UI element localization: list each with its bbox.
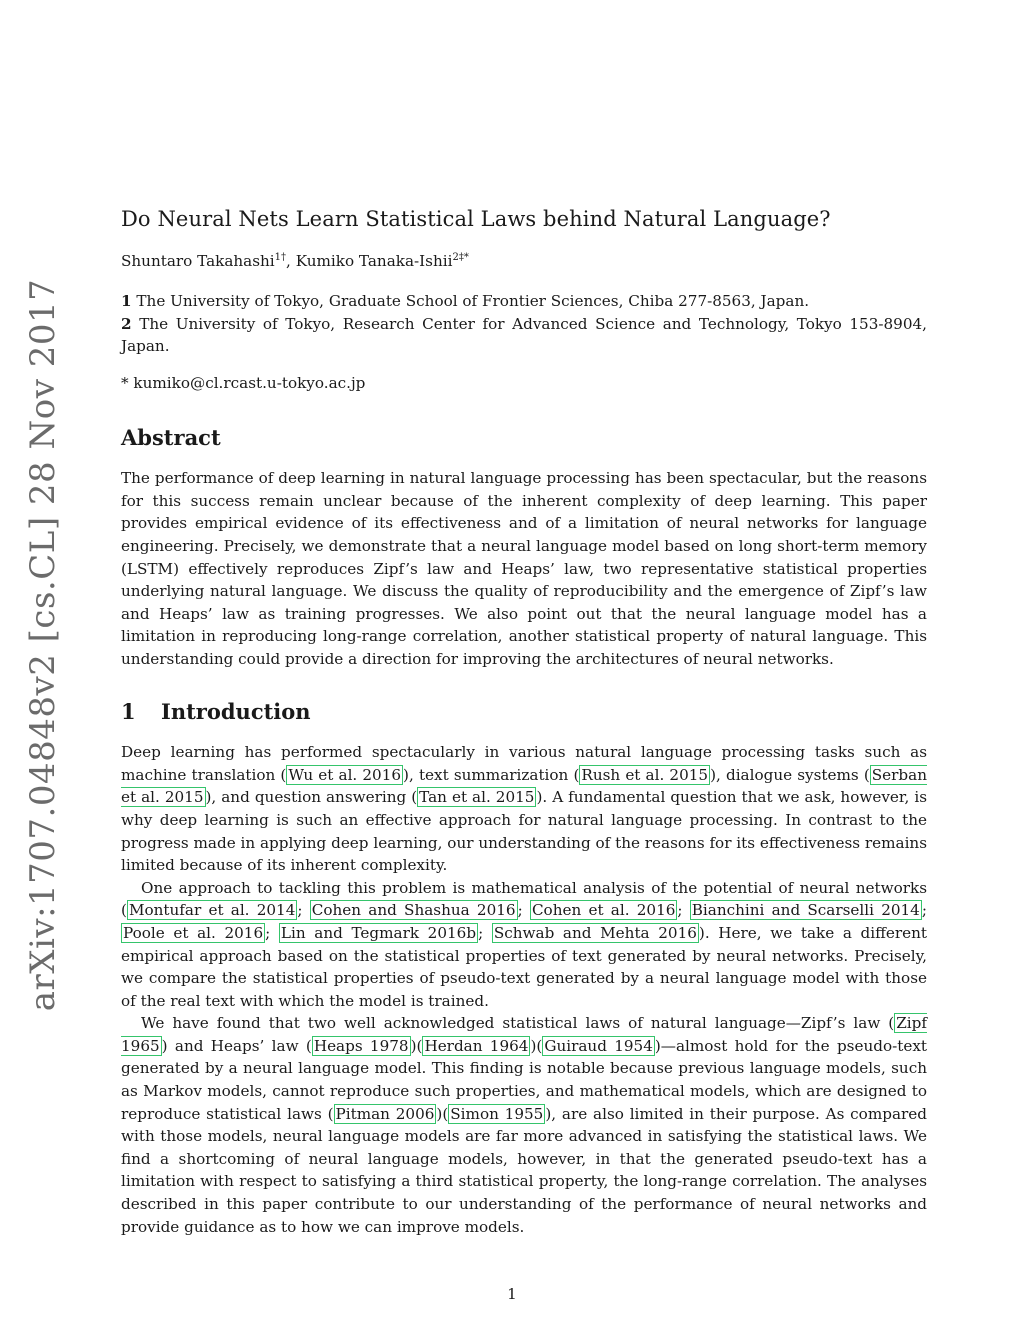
paragraph-text: ; (297, 901, 310, 920)
citation-link[interactable]: Zipf 1965 (121, 1014, 927, 1055)
citation-link[interactable]: Poole et al. 2016 (123, 923, 264, 942)
citation-link[interactable]: Serban et al. 2015 (121, 765, 927, 807)
paragraph-text: ). A fundamental question that we ask, however, is why deep learning is such an effective approach for natural language processing. In contrast to the progress made in applying deep learning, our understanding of the reasons for its effectiveness remains limited because of its inherent complexity. (121, 788, 927, 875)
affiliation-number: 1 (121, 292, 132, 311)
paragraph-text: ), dialogue systems ( (710, 765, 870, 784)
paragraph-text: One approach to tackling this problem is mathematical analysis of the potential of neural networks ( (121, 878, 927, 920)
intro-paragraph (121, 1012, 927, 1238)
paragraph-text: ; (517, 901, 530, 920)
citation-link[interactable]: Wu et al. 2016 (288, 765, 402, 784)
citation-link[interactable]: Pitman 2006 (335, 1104, 435, 1123)
citation-link[interactable]: Rush et al. 2015 (581, 765, 709, 784)
author-list (121, 247, 927, 273)
citation-link[interactable]: Guiraud 1954 (544, 1036, 653, 1055)
citation-link[interactable]: Cohen et al. 2016 (531, 901, 676, 920)
paragraph-text: Deep learning has performed spectacularly in various natural language processing tasks such as machine translation ( (121, 743, 927, 784)
affiliation-text: The University of Tokyo, Research Center for Advanced Science and Technology, Tokyo 153-8904, Japan. (121, 314, 927, 356)
author-name: Shuntaro Takahashi (121, 251, 275, 270)
author-separator: , (286, 251, 296, 270)
paragraph-text: )( (530, 1036, 543, 1055)
paper-title: Do Neural Nets Learn Statistical Laws behind Natural Language? (121, 207, 831, 231)
paragraph-text: ), text summarization ( (403, 765, 580, 784)
citation-link[interactable]: Montufar et al. 2014 (128, 901, 296, 920)
citation-link[interactable]: Cohen and Shashua 2016 (311, 901, 516, 920)
paragraph-text: ; (265, 923, 279, 942)
affiliation (121, 290, 927, 313)
citation-link[interactable]: Tan et al. 2015 (419, 788, 535, 807)
affiliation-number: 2 (121, 314, 132, 333)
paragraph-text: ) and Heaps’ law ( (161, 1036, 312, 1055)
paragraph-text: ). Here, we take a different empirical approach based on the statistical properties of text generated by neural networks. Precisely, we compare the statistical properties of pseudo-text generated by a neural language model with those of the real text with which the model is trained. (121, 923, 928, 1010)
paragraph-text: We have found that two well acknowledged statistical laws of natural language—Zipf’s law ( (141, 1014, 895, 1033)
author-affiliation-mark: 2‡* (452, 251, 469, 263)
paragraph-text: ), and question answering ( (205, 788, 418, 807)
section-title: Introduction (161, 698, 311, 724)
abstract-heading: Abstract (121, 424, 221, 450)
affiliation-text: The University of Tokyo, Graduate School of Frontier Sciences, Chiba 277-8563, Japan. (131, 292, 810, 311)
paragraph-text: )( (410, 1036, 423, 1055)
arxiv-identifier-stamp (0, 0, 80, 1325)
corresponding-email: * kumiko@cl.rcast.u-tokyo.ac.jp (121, 374, 366, 393)
page-number: 1 (507, 1285, 517, 1303)
introduction-heading (121, 698, 927, 724)
affiliation (121, 313, 927, 358)
author-name: Kumiko Tanaka-Ishii (295, 251, 453, 270)
abstract-text: The performance of deep learning in natural language processing has been spectacular, but the reasons for this success remain unclear because of the inherent complexity of deep learning. This paper provides empirical evidence of its effectiveness and of a limitation of neural networks for language engineering. Precisely, we demonstrate that a neural language model based on long short-term memory (LSTM) effectively reproduces Zipf’s law and Heaps’ law, two representative statistical properties underlying natural language. We discuss the quality of reproducibility and the emergence of Zipf’s law and Heaps’ law as training progresses. We also point out that the neural language model has a limitation in reproducing long-range correlation, another statistical property of natural language. This understanding could provide a direction for improving the architectures of neural networks. (121, 469, 927, 668)
citation-link[interactable]: Simon 1955 (450, 1104, 544, 1123)
citation-link[interactable]: Heaps 1978 (313, 1036, 409, 1055)
section-number: 1 (121, 698, 136, 724)
author-affiliation-mark: 1† (274, 251, 287, 263)
intro-paragraph (121, 741, 927, 877)
paragraph-text: ; (677, 901, 690, 920)
paragraph-text: ; (478, 923, 492, 942)
paragraph-text: ; (921, 901, 927, 920)
citation-link[interactable]: Lin and Tegmark 2016b (280, 923, 477, 942)
paragraph-text: )( (436, 1104, 449, 1123)
paragraph-text: ), are also limited in their purpose. As compared with those models, neural language models are far more advanced in satisfying the statistical laws. We find a shortcoming of neural language models, however, in that the generated pseudo-text has a limitation with respect to satisfying a third statistical property, the long-range correlation. The analyses described in this paper contribute to our understanding of the performance of neural networks and provide guidance as to how we can improve models. (121, 1104, 927, 1236)
arxiv-id: arXiv:1707.04848v2 [cs.CL] 28 Nov 2017 (23, 278, 63, 1012)
citation-link[interactable]: Herdan 1964 (424, 1036, 529, 1055)
paper-page (121, 208, 927, 1238)
intro-paragraph (121, 877, 927, 1013)
paragraph-text: )—almost hold for the pseudo-text generated by a neural language model. This finding is notable because previous language models, such as Markov models, cannot reproduce such properties, and mathematical models, which are designed to reproduce statistical laws ( (121, 1036, 927, 1123)
citation-link[interactable]: Bianchini and Scarselli 2014 (691, 901, 920, 920)
citation-link[interactable]: Schwab and Mehta 2016 (493, 923, 697, 942)
